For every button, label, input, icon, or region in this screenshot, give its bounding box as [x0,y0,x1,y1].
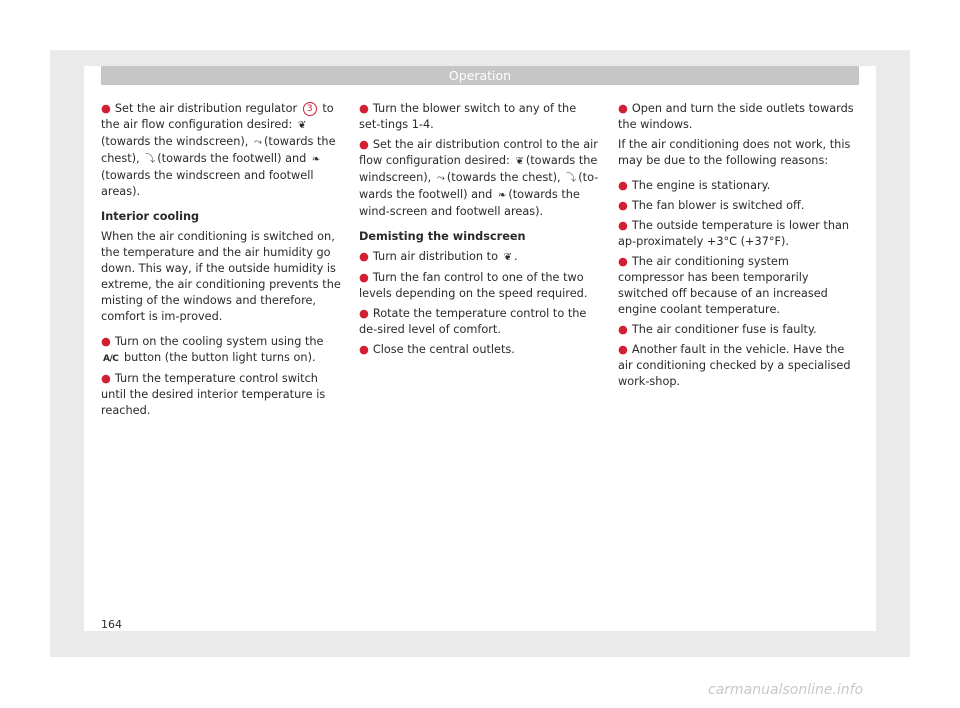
instruction-bullet: ● Set the air distribution regulator 3 to the air flow configuration desired: ❦(towards the windscreen), ⤳ (towards the chest), ⤵ (towards the footwell) and ❧(towards the windscreen and footwell areas). [101,102,336,198]
bullet-icon: ● [618,323,628,336]
callout-number-badge: 3 [303,102,317,116]
bullet-icon: ● [618,255,628,268]
windscreen-footwell-airflow-icon: ❧ [311,154,321,165]
bullet-icon: ● [618,219,628,232]
instruction-bullet: ● Rotate the temperature control to the de-sired level of comfort. [359,307,587,336]
bullet-icon: ● [618,179,628,192]
list-item: ● The air conditioning system compressor has been temporarily switched off because of an increased engine coolant temperature. [618,255,828,316]
section-heading: Interior cooling [101,210,200,223]
instruction-bullet: ● Turn air distribution to ❦ . [359,249,599,266]
bullet-icon: ● [359,343,369,356]
bullet-icon: ● [359,102,369,115]
column-3 [618,101,858,394]
footwell-airflow-icon: ⤵ [566,173,577,184]
paragraph: If the air conditioning does not work, this may be due to the following reasons: [618,138,851,167]
column-2 [359,101,599,362]
instruction-bullet: ● Turn on the cooling system using the A/C button (the button light turns on). [101,335,324,364]
instruction-bullet: ● Turn the blower switch to any of the set-tings 1-4. [359,102,577,131]
bullet-icon: ● [101,335,111,348]
windscreen-airflow-icon: ❦ [503,252,512,263]
instruction-bullet: ● Set the air distribution control to the air flow configuration desired: ❦ (towards the windscreen), ⤳ (towards the chest), ⤵ (to-wards the footwell) and ❧ (towards the wind-screen and footwell areas). [359,138,599,218]
list-item: ● The fan blower is switched off. [618,199,805,212]
bullet-icon: ● [618,199,628,212]
bullet-icon: ● [359,138,369,151]
ac-button-icon: A/C [103,354,119,364]
bullet-icon: ● [101,372,111,385]
chest-airflow-icon: ⤳ [254,137,262,148]
list-item: ● Another fault in the vehicle. Have the air conditioning checked by a specialised work-shop. [618,343,851,388]
chest-airflow-icon: ⤳ [436,173,445,184]
section-heading: Demisting the windscreen [359,230,526,243]
list-item: ● The engine is stationary. [618,179,771,192]
bullet-icon: ● [359,271,369,284]
windscreen-airflow-icon: ❦ [297,120,307,131]
paragraph: When the air conditioning is switched on, the temperature and the air humidity go down. This way, if the outside humidity is extreme, the air conditioning prevents the misting of the windows and therefore, comfort is im-proved. [101,230,341,323]
instruction-bullet: ● Turn the fan control to one of the two levels depending on the speed required. [359,271,588,300]
windscreen-footwell-airflow-icon: ❧ [497,190,507,201]
bullet-icon: ● [618,102,628,115]
bullet-icon: ● [359,250,369,263]
instruction-bullet: ● Turn the temperature control switch until the desired interior temperature is reached. [101,372,326,417]
section-header: Operation [101,66,859,85]
instruction-bullet: ● Close the central outlets. [359,343,515,356]
bullet-icon: ● [101,102,111,115]
bullet-icon: ● [618,343,628,356]
bullet-icon: ● [359,307,369,320]
list-item: ● The air conditioner fuse is faulty. [618,323,817,336]
footwell-airflow-icon: ⤵ [145,154,156,165]
page-number: 164 [101,618,122,631]
list-item: ● The outside temperature is lower than ap-proximately +3°C (+37°F). [618,219,850,248]
watermark: carmanualsonline.info [708,682,864,698]
instruction-bullet: ● Open and turn the side outlets towards the windows. [618,102,854,131]
windscreen-airflow-icon: ❦ [515,156,524,167]
column-1 [101,101,341,423]
